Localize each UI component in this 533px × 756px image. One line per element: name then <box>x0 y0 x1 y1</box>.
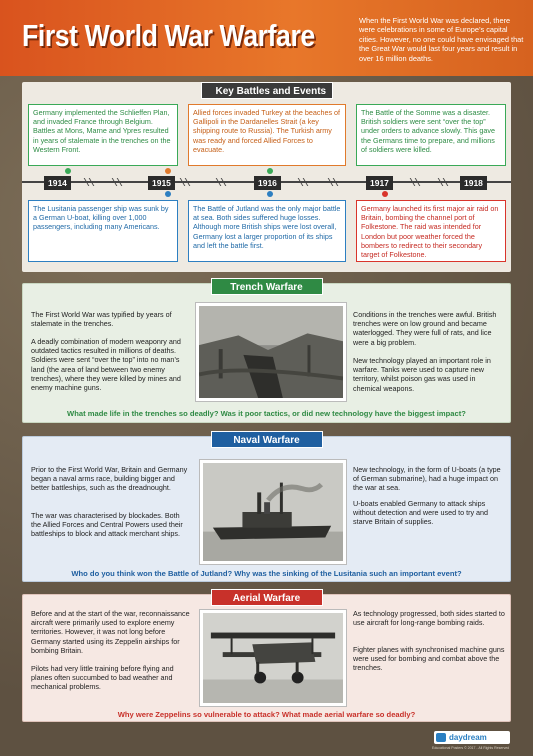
trench-question: What made life in the trenches so deadly? Was it poor tactics, or did new technology have the biggest impact? <box>67 409 466 418</box>
naval-warfare-title: Naval Warfare <box>211 431 323 448</box>
year-1915: 1915 <box>148 176 175 190</box>
trench-image <box>199 306 343 398</box>
marker-dot <box>267 168 273 174</box>
poster-title: First World War Warfare <box>22 18 315 53</box>
trench-right-p1: Conditions in the trenches were awful. British trenches were on low ground and became waterlogged. They were full of rats, and lice were a big problem. <box>353 310 497 347</box>
trench-left-p2: A deadly combination of modern weaponry and outdated tactics resulted in millions of deaths. Soldiers were sent “over the top” into no man’s land (the area of land between two enemy trenches), where they were killed by mines and enemy machine guns. <box>31 337 181 393</box>
trench-left-p1: The First World War was typified by years of stalemate in the trenches. <box>31 310 172 329</box>
naval-right-p1: New technology, in the form of U-boats (a type of German submarine), had a huge impact on the war at sea. <box>353 465 501 493</box>
marker-dot <box>165 168 171 174</box>
daydream-logo <box>434 731 510 744</box>
aerial-right-p2: Fighter planes with synchronised machine guns were used for bombing and combat above the trenches. <box>353 645 505 673</box>
trench-right-p2: New technology played an important role in warfare. Tanks were used to capture new territory, whilst poison gas was used in chemical weapons. <box>353 356 491 393</box>
aerial-warfare-title: Aerial Warfare <box>211 589 323 606</box>
logo-text: daydream <box>449 733 487 742</box>
marker-dot <box>65 168 71 174</box>
naval-warfare-panel <box>22 436 511 582</box>
trench-photo <box>195 302 347 402</box>
year-1917: 1917 <box>366 176 393 190</box>
battleship-image <box>203 463 343 561</box>
trench-warfare-panel <box>22 283 511 423</box>
event-1915: Allied forces invaded Turkey at the beaches of Gallipoli in the Dardanelles Strait (a key shipping route to Russia). The Turkish army was ready and forced Allied Forces to evacuate. <box>188 104 346 166</box>
key-battles-panel <box>22 82 511 272</box>
trench-warfare-title: Trench Warfare <box>211 278 323 295</box>
marker-dot <box>382 191 388 197</box>
aerial-warfare-panel <box>22 594 511 722</box>
year-1916: 1916 <box>254 176 281 190</box>
aerial-question: Why were Zeppelins so vulnerable to attack? What made aerial warfare so deadly? <box>117 710 416 719</box>
marker-dot <box>165 191 171 197</box>
copyright-text: Educational Posters © 2017 - All Rights Reserved <box>432 746 510 750</box>
timeline <box>22 176 511 188</box>
event-1916: The Battle of the Somme was a disaster. British soldiers were sent “over the top” under orders to advance slowly. This gave the Germans time to prepare, and millions of soldiers were killed. <box>356 104 506 166</box>
aerial-right-p1: As technology progressed, both sides started to use aircraft for long-range bombing raids. <box>353 609 505 628</box>
aerial-left-p2: Pilots had very little training before flying and planes often succumbed to bad weather and mechanical problems. <box>31 664 174 692</box>
logo-mark-icon <box>436 733 446 742</box>
biplane-image <box>203 613 343 703</box>
event-1917-air-raid: Germany launched its first major air raid on Britain, bombing the channel port of Folkestone. The raid was intended for London but poor weather forced the bombers to redirect to their secondary target of Folkestone. <box>356 200 506 262</box>
naval-left-p1: Prior to the First World War, Britain and Germany began a naval arms race, building bigger and better battleships, such as the dreadnought. <box>31 465 188 493</box>
naval-right-p2: U-boats enabled Germany to attack ships without detection and were used to try and starve Britain of supplies. <box>353 499 489 527</box>
intro-text: When the First World War was declared, there were celebrations in some of Europe’s capital cities. However, no one could have envisaged that the Great War would last four years and result in over 16 million deaths. <box>359 16 524 63</box>
key-battles-title: Key Battles and Events <box>201 82 333 99</box>
naval-question: Who do you think won the Battle of Jutland? Why was the sinking of the Lusitania such an important event? <box>71 569 462 578</box>
marker-dot <box>267 191 273 197</box>
naval-photo <box>199 459 347 565</box>
header-banner <box>0 0 533 76</box>
event-1916-jutland: The Battle of Jutland was the only major battle at sea. Both sides suffered huge losses. Although more British ships were lost overall, Germany lost a larger proportion of its ships and left the battle first. <box>188 200 346 262</box>
event-1914: Germany implemented the Schlieffen Plan, and invaded France through Belgium. Battles at Mons, Marne and Ypres resulted in years of stalemate in the trenches on the Western Front. <box>28 104 178 166</box>
year-1918: 1918 <box>460 176 487 190</box>
naval-left-p2: The war was characterised by blockades. Both the Allied Forces and Central Powers used their battleships to block and attack merchant ships. <box>31 511 183 539</box>
aerial-left-p1: Before and at the start of the war, reconnaissance aircraft were primarily used to explore enemy territories. However, it was not long before Germany started using its Zeppelin airships for bombing Britain. <box>31 609 190 655</box>
event-1915-lusitania: The Lusitania passenger ship was sunk by a German U-boat, killing over 1,000 passengers, including many Americans. <box>28 200 178 262</box>
year-1914: 1914 <box>44 176 71 190</box>
aerial-photo <box>199 609 347 707</box>
